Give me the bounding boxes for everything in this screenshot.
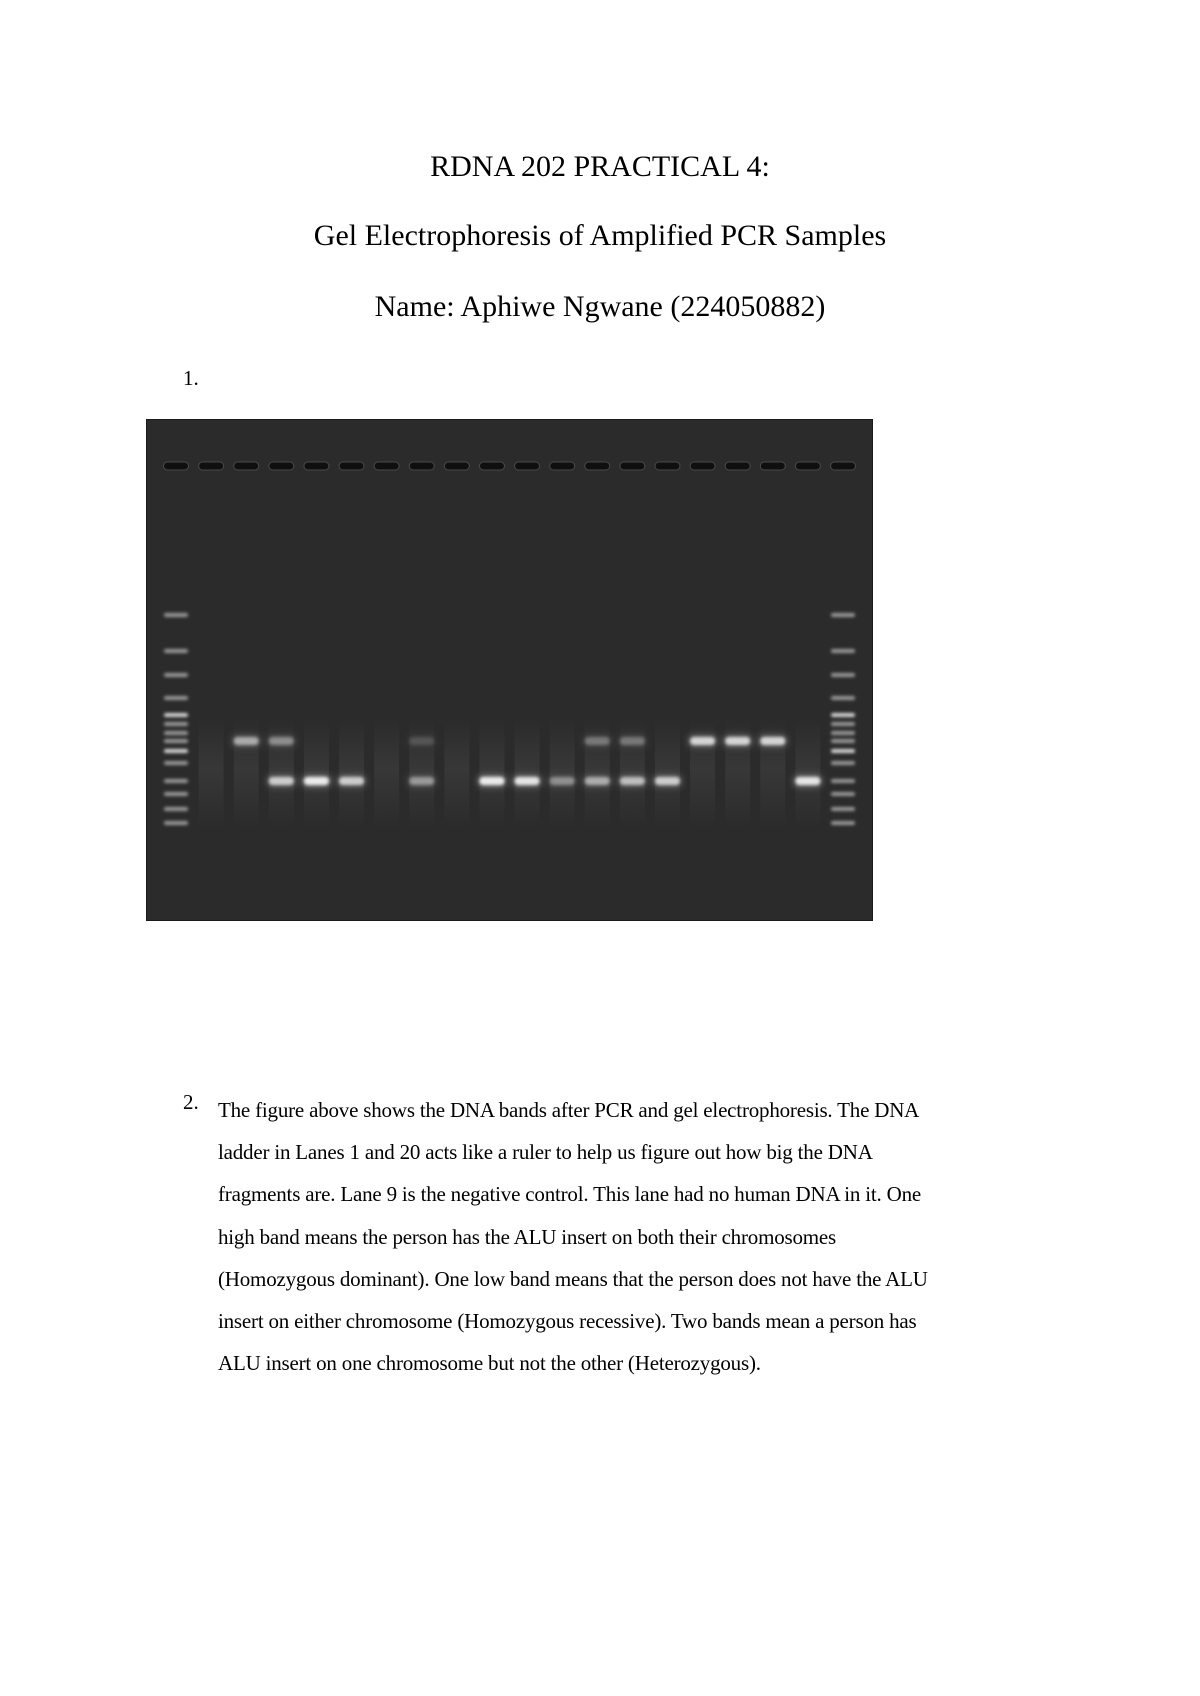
answer-line: The figure above shows the DNA bands after PCR and gel electrophoresis. The DNA [218,1098,920,1122]
dna-band [725,737,750,745]
gel-well [234,462,259,470]
gel-well [831,462,856,470]
lane-smear [339,719,364,829]
ladder-band [831,673,855,677]
dna-band [690,737,715,745]
gel-well [479,462,504,470]
question-2-answer [218,1089,1068,1384]
ladder-band [831,761,855,765]
lane-smear [550,719,575,829]
answer-line: ladder in Lanes 1 and 20 acts like a ruler to help us figure out how big the DNA [218,1140,873,1165]
dna-band [585,737,610,745]
ladder-band [831,613,855,617]
gel-well [550,462,575,470]
gel-background [146,419,873,921]
dna-band [620,777,645,785]
dna-band [409,737,434,745]
gel-well [339,462,364,470]
dna-band [269,737,294,745]
answer-line: insert on either chromosome (Homozygous recessive). Two bands mean a person has [218,1309,917,1334]
ladder-band [831,821,855,825]
gel-well [199,462,224,470]
practical-subtitle: Gel Electrophoresis of Amplified PCR Samples [313,219,887,252]
ladder-band [164,613,188,617]
gel-well [304,462,329,470]
answer-line: fragments are. Lane 9 is the negative control. This lane had no human DNA in it. One [218,1182,922,1207]
ladder-band [831,731,855,735]
student-name: Name: Aphiwe Ngwane (224050882) [374,290,826,323]
gel-well [269,462,294,470]
ladder-band [831,649,855,653]
lane-smear [444,719,469,829]
gel-well [444,462,469,470]
gel-well [760,462,785,470]
ladder-band [831,792,855,796]
ladder-band [831,722,855,726]
lane-smear [199,719,224,829]
ladder-band [164,821,188,825]
dna-band [515,777,540,785]
course-title: RDNA 202 PRACTICAL 4: [430,150,770,183]
gel-well [374,462,399,470]
dna-band [409,777,434,785]
dna-band [479,777,504,785]
ladder-band [164,722,188,726]
dna-band [550,777,575,785]
gel-well [164,462,189,470]
dna-band [304,777,329,785]
dna-band [339,777,364,785]
ladder-band [164,649,188,653]
dna-band [269,777,294,785]
answer-line: (Homozygous dominant). One low band means that the person does not have the ALU [218,1266,928,1291]
lane-smear [479,719,504,829]
answer-line: ALU insert on one chromosome but not the other (Heterozygous). [218,1351,761,1376]
gel-well [725,462,750,470]
dna-band [620,737,645,745]
dna-band [234,737,259,745]
ladder-band [831,696,855,700]
lane-smear [655,719,680,829]
ladder-band [164,779,188,783]
lane-smear [374,719,399,829]
dna-band [585,777,610,785]
ladder-band [831,739,855,743]
ladder-band [831,713,855,717]
ladder-band [164,761,188,765]
gel-well [655,462,680,470]
dna-band [760,737,785,745]
gel-well [409,462,434,470]
gel-well [690,462,715,470]
dna-band [795,777,820,785]
ladder-band [831,807,855,811]
dna-band [655,777,680,785]
lane-smear [795,719,820,829]
ladder-band [164,696,188,700]
question-1-number: 1. [183,366,199,390]
ladder-band [164,673,188,677]
ladder-band [164,749,188,753]
lane-smear [515,719,540,829]
ladder-band [164,731,188,735]
ladder-band [831,749,855,753]
ladder-band [831,779,855,783]
ladder-band [164,792,188,796]
ladder-band [164,739,188,743]
gel-electrophoresis-image [146,419,873,921]
gel-well [620,462,645,470]
question-2-number: 2. [183,1090,199,1114]
gel-well [585,462,610,470]
ladder-band [164,807,188,811]
gel-well [795,462,820,470]
lane-smear [304,719,329,829]
ladder-band [164,713,188,717]
answer-line: high band means the person has the ALU insert on both their chromosomes [218,1224,837,1249]
gel-well [515,462,540,470]
